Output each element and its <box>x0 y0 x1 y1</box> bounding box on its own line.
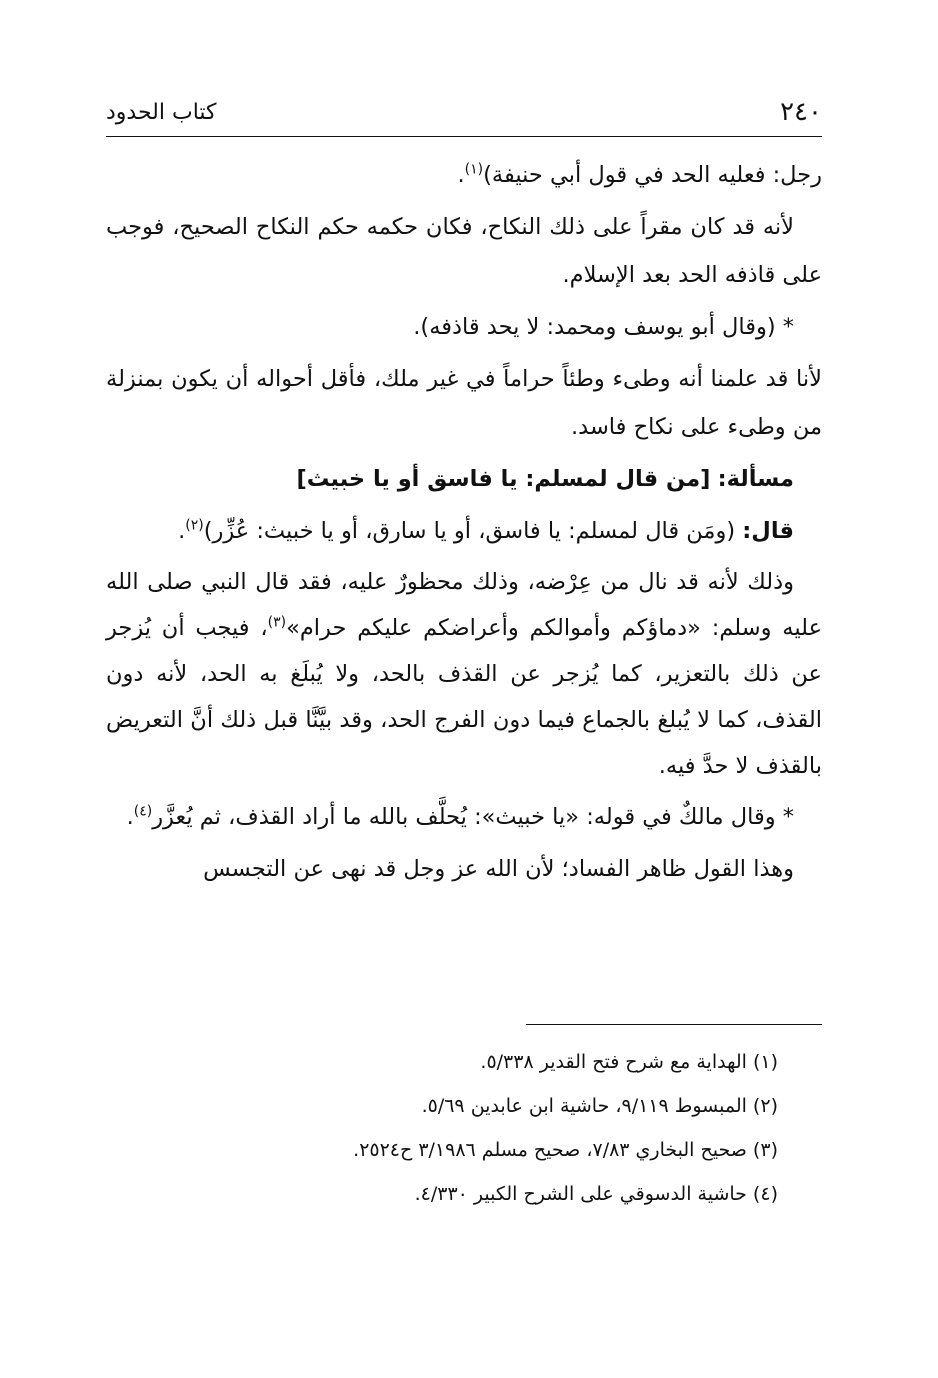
paragraph-text: . <box>126 804 134 830</box>
paragraph-text: رجل: فعليه الحد في قول أبي حنيفة) <box>483 162 822 188</box>
paragraph-text: لأنا قد علمنا أنه وطىء وطئاً حراماً في غير ملك، فأقل أحواله أن يكون بمنزلة من وطىء على نكاح فاسد. <box>106 366 822 440</box>
paragraph <box>106 559 822 789</box>
paragraph-text: (ومَن قال لمسلم: يا فاسق، أو يا سارق، أو يا خبيث: عُزِّر) <box>203 518 736 544</box>
paragraph-text: . <box>457 162 465 188</box>
paragraph-text: . <box>178 518 186 544</box>
paragraph <box>106 355 822 451</box>
footnote-marker: (٢) <box>185 517 204 534</box>
paragraph-text: * وقال مالكٌ في قوله: «يا خبيث»: يُحلَّف بالله ما أراد القذف، ثم يُعزَّر <box>152 804 794 830</box>
paragraph <box>106 845 822 893</box>
paragraph <box>106 151 822 199</box>
paragraph <box>106 303 822 351</box>
running-header <box>106 88 822 137</box>
footnote-divider <box>526 1024 822 1025</box>
issue-heading <box>106 455 822 503</box>
page-number: ٢٤٠ <box>780 97 822 127</box>
paragraph <box>106 793 822 841</box>
main-text <box>106 137 822 893</box>
paragraph-text: وذلك لأنه قد نال من عِرْضه، وذلك محظورٌ عليه، فقد قال النبي صلى الله عليه وسلم: «دماؤكم وأموالكم وأعراضكم عليكم حرام» <box>106 569 823 641</box>
footnote: (١) الهداية مع شرح فتح القدير ٥/٣٣٨. <box>480 1051 778 1073</box>
paragraph-text: وهذا القول ظاهر الفساد؛ لأن الله عز وجل قد نهى عن التجسس <box>203 856 794 882</box>
paragraph-text: لأنه قد كان مقراً على ذلك النكاح، فكان حكمه حكم النكاح الصحيح، فوجب على قاذفه الحد بعد الإسلام. <box>106 214 822 288</box>
paragraph <box>106 507 822 555</box>
book-page <box>106 88 823 1205</box>
footnote-marker: (٣) <box>267 614 287 631</box>
issue-title: [من قال لمسلم: يا فاسق أو يا خبيث] <box>296 466 711 492</box>
speaker-label: قال: <box>742 518 794 544</box>
book-title: كتاب الحدود <box>106 99 217 125</box>
footnote: (٤) حاشية الدسوقي على الشرح الكبير ٤/٣٣٠. <box>414 1183 778 1205</box>
issue-label: مسألة: <box>717 466 794 492</box>
footnote: (٢) المبسوط ٩/١١٩، حاشية ابن عابدين ٥/٦٩. <box>421 1095 778 1117</box>
paragraph-text: * (وقال أبو يوسف ومحمد: لا يحد قاذفه). <box>413 314 794 340</box>
paragraph-text: ، فيجب أن يُزجر عن ذلك بالتعزير، كما يُزجر عن القذف بالحد، ولا يُبلَغ به الحد، لأنه دون القذف، كما لا يُبلغ بالجماع فيما دون الفرج الحد، وقد بيَّنَّا قبل ذلك أنَّ التعريض بالقذف لا حدَّ فيه. <box>106 615 822 779</box>
footnote: (٣) صحيح البخاري ٧/٨٣، صحيح مسلم ٣/١٩٨٦ ح٢٥٢٤. <box>353 1139 778 1161</box>
footnotes <box>106 1040 778 1216</box>
footnote-marker: (٤) <box>133 803 153 820</box>
footnote-marker: (١) <box>464 161 484 178</box>
paragraph <box>106 203 822 299</box>
